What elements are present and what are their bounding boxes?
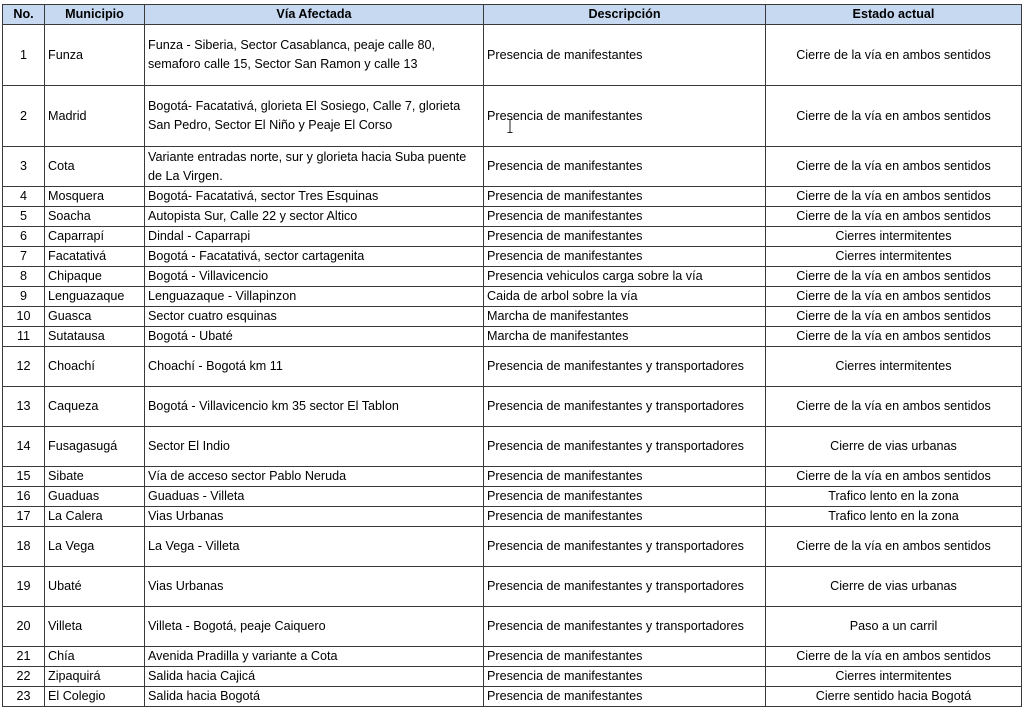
table-row <box>3 247 1022 267</box>
cell-via-afectada[interactable]: Guaduas - Villeta <box>145 487 484 507</box>
cell-estado-actual[interactable]: Cierre de la vía en ambos sentidos <box>766 527 1022 567</box>
table-row <box>3 567 1022 607</box>
cell-via-afectada[interactable]: Bogotá - Villavicencio <box>145 267 484 287</box>
cell-municipio[interactable]: El Colegio <box>45 687 145 707</box>
cell-no[interactable]: 20 <box>3 607 45 647</box>
cell-estado-actual[interactable]: Cierre de vias urbanas <box>766 427 1022 467</box>
cell-estado-actual[interactable]: Cierre de la vía en ambos sentidos <box>766 25 1022 86</box>
cell-descripcion[interactable]: Presencia de manifestantes <box>484 667 766 687</box>
cell-municipio[interactable]: Lenguazaque <box>45 287 145 307</box>
cell-descripcion[interactable]: Presencia de manifestantes <box>484 467 766 487</box>
cell-via-afectada[interactable]: Villeta - Bogotá, peaje Caiquero <box>145 607 484 647</box>
text-cursor-icon <box>507 119 513 133</box>
cell-descripcion[interactable]: Presencia de manifestantes <box>484 147 766 187</box>
cell-via-afectada[interactable]: La Vega - Villeta <box>145 527 484 567</box>
cell-no[interactable]: 21 <box>3 647 45 667</box>
cell-descripcion[interactable]: Presencia de manifestantes <box>484 247 766 267</box>
cell-descripcion[interactable]: Presencia de manifestantes y transportadores <box>484 387 766 427</box>
cell-municipio[interactable]: Chipaque <box>45 267 145 287</box>
cell-descripcion[interactable]: Presencia de manifestantes y transportadores <box>484 607 766 647</box>
header-descripcion[interactable]: Descripción <box>484 5 766 25</box>
table-row <box>3 487 1022 507</box>
cell-estado-actual[interactable]: Cierres intermitentes <box>766 347 1022 387</box>
cell-estado-actual[interactable]: Cierre sentido hacia Bogotá <box>766 687 1022 707</box>
table-row <box>3 347 1022 387</box>
table-row <box>3 647 1022 667</box>
cell-estado-actual[interactable]: Paso a un carril <box>766 607 1022 647</box>
cell-estado-actual[interactable]: Cierres intermitentes <box>766 247 1022 267</box>
cell-via-afectada[interactable]: Bogotá- Facatativá, sector Tres Esquinas <box>145 187 484 207</box>
table-row <box>3 307 1022 327</box>
cell-estado-actual[interactable]: Cierre de la vía en ambos sentidos <box>766 147 1022 187</box>
cell-no[interactable]: 6 <box>3 227 45 247</box>
cell-no[interactable]: 12 <box>3 347 45 387</box>
header-municipio[interactable]: Municipio <box>45 5 145 25</box>
cell-via-afectada[interactable]: Salida hacia Bogotá <box>145 687 484 707</box>
cell-descripcion[interactable]: Presencia de manifestantes y transportadores <box>484 347 766 387</box>
cell-municipio[interactable]: Ubaté <box>45 567 145 607</box>
cell-municipio[interactable]: La Vega <box>45 527 145 567</box>
cell-descripcion[interactable]: Presencia de manifestantes <box>484 507 766 527</box>
table-row <box>3 667 1022 687</box>
table-row <box>3 427 1022 467</box>
table-row <box>3 687 1022 707</box>
cell-estado-actual[interactable]: Trafico lento en la zona <box>766 487 1022 507</box>
cell-municipio[interactable]: Funza <box>45 25 145 86</box>
cell-via-afectada[interactable]: Variante entradas norte, sur y glorieta hacia Suba puente de La Virgen. <box>145 147 484 187</box>
cell-via-afectada[interactable]: Bogotá - Ubaté <box>145 327 484 347</box>
cell-via-afectada[interactable]: Autopista Sur, Calle 22 y sector Altico <box>145 207 484 227</box>
cell-no[interactable]: 7 <box>3 247 45 267</box>
table-row <box>3 507 1022 527</box>
header-no[interactable]: No. <box>3 5 45 25</box>
cell-municipio[interactable]: Soacha <box>45 207 145 227</box>
cell-via-afectada[interactable]: Bogotá- Facatativá, glorieta El Sosiego, Calle 7, glorieta San Pedro, Sector El Niño y Peaje El Corso <box>145 86 484 147</box>
cell-via-afectada[interactable]: Avenida Pradilla y variante a Cota <box>145 647 484 667</box>
cell-no[interactable]: 4 <box>3 187 45 207</box>
cell-estado-actual[interactable]: Cierre de la vía en ambos sentidos <box>766 387 1022 427</box>
table-row <box>3 287 1022 307</box>
table-row <box>3 327 1022 347</box>
table-row <box>3 387 1022 427</box>
cell-municipio[interactable]: Fusagasugá <box>45 427 145 467</box>
cell-estado-actual[interactable]: Cierre de vias urbanas <box>766 567 1022 607</box>
cell-municipio[interactable]: Cota <box>45 147 145 187</box>
cell-municipio[interactable]: Guaduas <box>45 487 145 507</box>
cell-no[interactable]: 9 <box>3 287 45 307</box>
cell-estado-actual[interactable]: Cierre de la vía en ambos sentidos <box>766 207 1022 227</box>
cell-municipio[interactable]: Zipaquirá <box>45 667 145 687</box>
cell-descripcion[interactable]: Presencia de manifestantes <box>484 487 766 507</box>
cell-descripcion[interactable]: Presencia vehiculos carga sobre la vía <box>484 267 766 287</box>
cell-no[interactable]: 13 <box>3 387 45 427</box>
table-row <box>3 227 1022 247</box>
cell-no[interactable]: 14 <box>3 427 45 467</box>
table-row <box>3 527 1022 567</box>
road-status-table <box>2 4 1022 707</box>
cell-no[interactable]: 5 <box>3 207 45 227</box>
cell-no[interactable]: 23 <box>3 687 45 707</box>
cell-estado-actual[interactable]: Cierre de la vía en ambos sentidos <box>766 327 1022 347</box>
cell-via-afectada[interactable]: Vias Urbanas <box>145 567 484 607</box>
cell-estado-actual[interactable]: Cierres intermitentes <box>766 667 1022 687</box>
cell-descripcion[interactable]: Presencia de manifestantes <box>484 86 766 147</box>
cell-descripcion[interactable]: Presencia de manifestantes y transportadores <box>484 427 766 467</box>
cell-municipio[interactable]: Facatativá <box>45 247 145 267</box>
table-row <box>3 25 1022 86</box>
cell-descripcion[interactable]: Presencia de manifestantes <box>484 25 766 86</box>
cell-no[interactable]: 11 <box>3 327 45 347</box>
cell-municipio[interactable]: Guasca <box>45 307 145 327</box>
cell-descripcion[interactable]: Presencia de manifestantes <box>484 207 766 227</box>
cell-descripcion[interactable]: Presencia de manifestantes <box>484 647 766 667</box>
cell-descripcion[interactable]: Marcha de manifestantes <box>484 307 766 327</box>
header-via-afectada[interactable]: Vía Afectada <box>145 5 484 25</box>
cell-no[interactable]: 15 <box>3 467 45 487</box>
cell-no[interactable]: 10 <box>3 307 45 327</box>
cell-estado-actual[interactable]: Cierre de la vía en ambos sentidos <box>766 467 1022 487</box>
cell-estado-actual[interactable]: Cierre de la vía en ambos sentidos <box>766 86 1022 147</box>
cell-estado-actual[interactable]: Cierre de la vía en ambos sentidos <box>766 187 1022 207</box>
cell-no[interactable]: 18 <box>3 527 45 567</box>
cell-municipio[interactable]: Villeta <box>45 607 145 647</box>
header-estado-actual[interactable]: Estado actual <box>766 5 1022 25</box>
table-row <box>3 207 1022 227</box>
cell-descripcion[interactable]: Presencia de manifestantes <box>484 227 766 247</box>
cell-descripcion[interactable]: Marcha de manifestantes <box>484 327 766 347</box>
cell-estado-actual[interactable]: Cierres intermitentes <box>766 227 1022 247</box>
cell-estado-actual[interactable]: Trafico lento en la zona <box>766 507 1022 527</box>
cell-no[interactable]: 3 <box>3 147 45 187</box>
cell-no[interactable]: 17 <box>3 507 45 527</box>
cell-descripcion[interactable]: Presencia de manifestantes y transportadores <box>484 527 766 567</box>
cell-no[interactable]: 8 <box>3 267 45 287</box>
header-row <box>3 5 1022 25</box>
cell-descripcion[interactable]: Presencia de manifestantes <box>484 687 766 707</box>
cell-no[interactable]: 19 <box>3 567 45 607</box>
cell-municipio[interactable]: Choachí <box>45 347 145 387</box>
cell-via-afectada[interactable]: Vias Urbanas <box>145 507 484 527</box>
cell-via-afectada[interactable]: Sector cuatro esquinas <box>145 307 484 327</box>
cell-via-afectada[interactable]: Choachí - Bogotá km 11 <box>145 347 484 387</box>
cell-municipio[interactable]: Sibate <box>45 467 145 487</box>
table-row <box>3 147 1022 187</box>
cell-descripcion[interactable]: Presencia de manifestantes y transportadores <box>484 567 766 607</box>
table-row <box>3 267 1022 287</box>
cell-estado-actual[interactable]: Cierre de la vía en ambos sentidos <box>766 267 1022 287</box>
table-row <box>3 86 1022 147</box>
cell-via-afectada[interactable]: Funza - Siberia, Sector Casablanca, peaje calle 80, semaforo calle 15, Sector San Ramon y calle 13 <box>145 25 484 86</box>
cell-via-afectada[interactable]: Bogotá - Facatativá, sector cartagenita <box>145 247 484 267</box>
cell-estado-actual[interactable]: Cierre de la vía en ambos sentidos <box>766 287 1022 307</box>
cell-via-afectada[interactable]: Sector El Indio <box>145 427 484 467</box>
cell-municipio[interactable]: Sutatausa <box>45 327 145 347</box>
cell-municipio[interactable]: Chía <box>45 647 145 667</box>
cell-via-afectada[interactable]: Dindal - Caparrapi <box>145 227 484 247</box>
cell-via-afectada[interactable]: Vía de acceso sector Pablo Neruda <box>145 467 484 487</box>
cell-municipio[interactable]: Caparrapí <box>45 227 145 247</box>
cell-municipio[interactable]: La Calera <box>45 507 145 527</box>
cell-no[interactable]: 2 <box>3 86 45 147</box>
cell-municipio[interactable]: Mosquera <box>45 187 145 207</box>
cell-via-afectada[interactable]: Lenguazaque - Villapinzon <box>145 287 484 307</box>
cell-via-afectada[interactable]: Bogotá - Villavicencio km 35 sector El Tablon <box>145 387 484 427</box>
cell-municipio[interactable]: Caqueza <box>45 387 145 427</box>
cell-estado-actual[interactable]: Cierre de la vía en ambos sentidos <box>766 307 1022 327</box>
cell-estado-actual[interactable]: Cierre de la vía en ambos sentidos <box>766 647 1022 667</box>
table-row <box>3 467 1022 487</box>
table-row <box>3 187 1022 207</box>
cell-municipio[interactable]: Madrid <box>45 86 145 147</box>
cell-via-afectada[interactable]: Salida hacia Cajicá <box>145 667 484 687</box>
cell-no[interactable]: 22 <box>3 667 45 687</box>
cell-descripcion[interactable]: Presencia de manifestantes <box>484 187 766 207</box>
cell-no[interactable]: 16 <box>3 487 45 507</box>
table-row <box>3 607 1022 647</box>
cell-descripcion[interactable]: Caida de arbol sobre la vía <box>484 287 766 307</box>
cell-no[interactable]: 1 <box>3 25 45 86</box>
